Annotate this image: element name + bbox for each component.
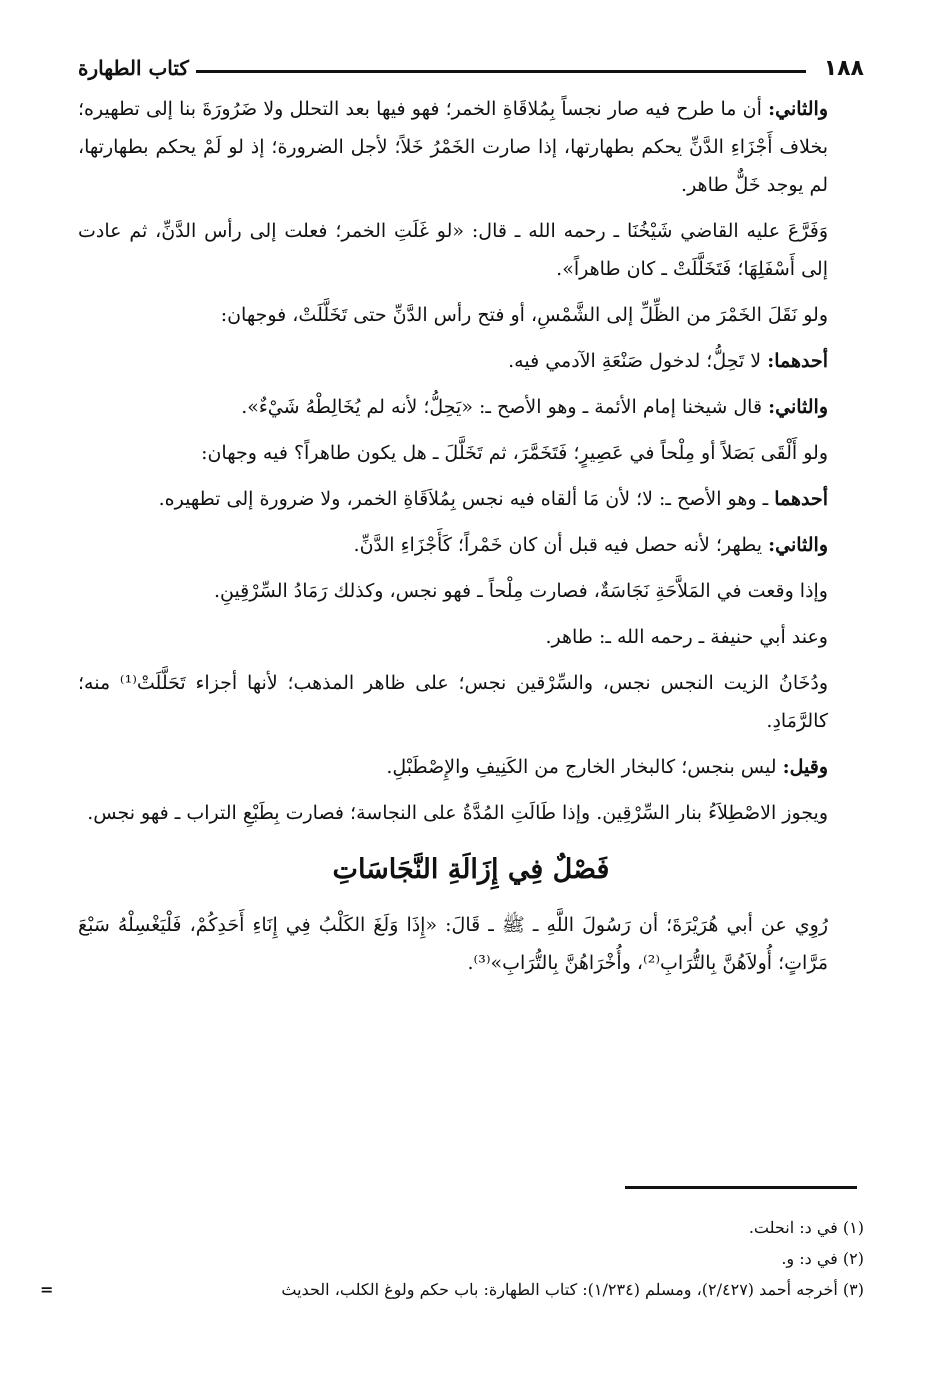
- continuation-mark: =: [40, 1280, 54, 1299]
- paragraph-lead: أحدهما: [774, 488, 828, 510]
- footnote: (١) في د: انحلت.: [748, 1218, 864, 1237]
- paragraph-text: وإذا وقعت في المَلاَّحَةِ نَجَاسَةٌ، فصارت مِلْحاً ـ فهو نجس، وكذلك رَمَادُ السِّرْقِينِ.: [213, 580, 828, 602]
- paragraph-text: ليس بنجس؛ كالبخار الخارج من الكَنِيفِ والإِصْطَبْلِ.: [386, 756, 783, 778]
- paragraph-lead: والثاني:: [768, 534, 828, 556]
- paragraph-lead: والثاني:: [768, 98, 828, 120]
- paragraph-lead: وقيل:: [782, 756, 828, 778]
- paragraph: [78, 526, 864, 564]
- footnote-divider: [625, 1186, 857, 1189]
- paragraph-text: لا تَحِلُّ؛ لدخول صَنْعَةِ الآدمي فيه.: [508, 350, 768, 372]
- page-header: [78, 56, 864, 86]
- paragraph: [78, 618, 864, 656]
- section-paragraph: رُوِي عن أبي هُرَيْرَةَ؛ أن رَسُولَ اللَّهِ ـ ﷺ ـ قَالَ: «إِذَا وَلَغَ الكَلْبُ فِي إِنَاءِ أَحَدِكُمْ، فَلْيَغْسِلْهُ سَبْعَ مَرَّاتٍ؛ أُولاَهُنَّ بِالتُّرَابِ⁽²⁾، وأُخْرَاهُنَّ بِالتُّرَابِ»⁽³⁾.: [78, 914, 828, 974]
- paragraph-text: أن ما طرح فيه صار نجساً بِمُلاقَاةِ الخمر؛ فهو فيها بعد التحلل ولا ضَرُورَةَ بنا إلى تطهيره؛ بخلاف أَجْزَاءِ الدَّنِّ يحكم بطهارتها، إذا صارت الخَمْرُ خَلاً؛ لأجل الضرورة؛ إذ لو لَمْ يحكم بطهارتها، لم يوجد خَلٌّ طاهر.: [78, 98, 828, 196]
- footnote: [40, 1274, 864, 1305]
- paragraph-text: ولو نَقَلَ الخَمْرَ من الظِّلِّ إلى الشَّمْسِ، أو فتح رأس الدَّنِّ حتى تَخَلَّلَتْ، فوجهان:: [220, 304, 828, 326]
- paragraph-text: وعند أبي حنيفة ـ رحمه الله ـ: طاهر.: [545, 626, 828, 648]
- header-rule: [196, 70, 806, 73]
- paragraph: [78, 748, 864, 786]
- paragraph: [78, 572, 864, 610]
- paragraph: [78, 794, 864, 832]
- footnote: (٢) في د: و.: [781, 1249, 864, 1268]
- footnote-text: (٣) أخرجه أحمد (٢/٤٢٧)، ومسلم (١/٢٣٤): كتاب الطهارة: باب حكم ولوغ الكلب، الحديث: [281, 1280, 864, 1299]
- paragraph-text: وَفَرَّعَ عليه القاضي شَيْخُنَا ـ رحمه الله ـ قال: «لو غَلَتِ الخمر؛ فعلت إلى رأس الدَّنِّ، ثم عادت إلى أَسْفَلِهَا؛ فَتَخَلَّلَتْ ـ كان طاهراً».: [78, 220, 828, 280]
- page-number: ١٨٨: [823, 56, 864, 81]
- paragraph-text: ودُخَانُ الزيت النجس نجس، والسِّرْقين نجس؛ على ظاهر المذهب؛ لأنها أجزاء تَحَلَّلَتْ⁽¹⁾ منه؛ كالرَّمَادِ.: [78, 672, 829, 732]
- paragraph: [78, 90, 864, 204]
- footnotes: [40, 1212, 864, 1305]
- section-heading: فَصْلٌ فِي إِزَالَةِ النَّجَاسَاتِ: [332, 854, 610, 885]
- book-title: كتاب الطهارة: [78, 56, 189, 80]
- paragraph: [78, 664, 864, 740]
- paragraph-lead: أحدهما:: [767, 350, 828, 372]
- paragraph-text: يطهر؛ لأنه حصل فيه قبل أن كان خَمْراً؛ كَأَجْزَاءِ الدَّنِّ.: [353, 534, 769, 556]
- paragraph: [78, 388, 864, 426]
- paragraph-text: ولو أَلْقَى بَصَلاً أو مِلْحاً في عَصِيرٍ؛ فَتَخَمَّرَ، ثم تَخَلَّلَ ـ هل يكون طاهراً؟ فيه وجهان:: [201, 442, 828, 464]
- paragraph-text: ويجوز الاصْطِلاَءُ بنار السِّرْقِين. وإذا طَالَتِ المُدَّةُ على النجاسة؛ فصارت بِطَبْعِ التراب ـ فهو نجس.: [87, 802, 828, 824]
- paragraph-lead: والثاني:: [768, 396, 828, 418]
- paragraph: [78, 212, 864, 288]
- paragraph: [78, 434, 864, 472]
- paragraph-text: ـ وهو الأصح ـ: لا؛ لأن مَا ألقاه فيه نجس بِمُلاَقَاةِ الخمر، ولا ضرورة إلى تطهيره.: [158, 488, 775, 510]
- paragraph: [78, 480, 864, 518]
- page-body: [78, 90, 864, 990]
- paragraph-text: قال شيخنا إمام الأئمة ـ وهو الأصح ـ: «يَحِلُّ؛ لأنه لم يُخَالِطْهُ شَيْءٌ».: [241, 396, 769, 418]
- paragraph: [78, 296, 864, 334]
- paragraph: [78, 342, 864, 380]
